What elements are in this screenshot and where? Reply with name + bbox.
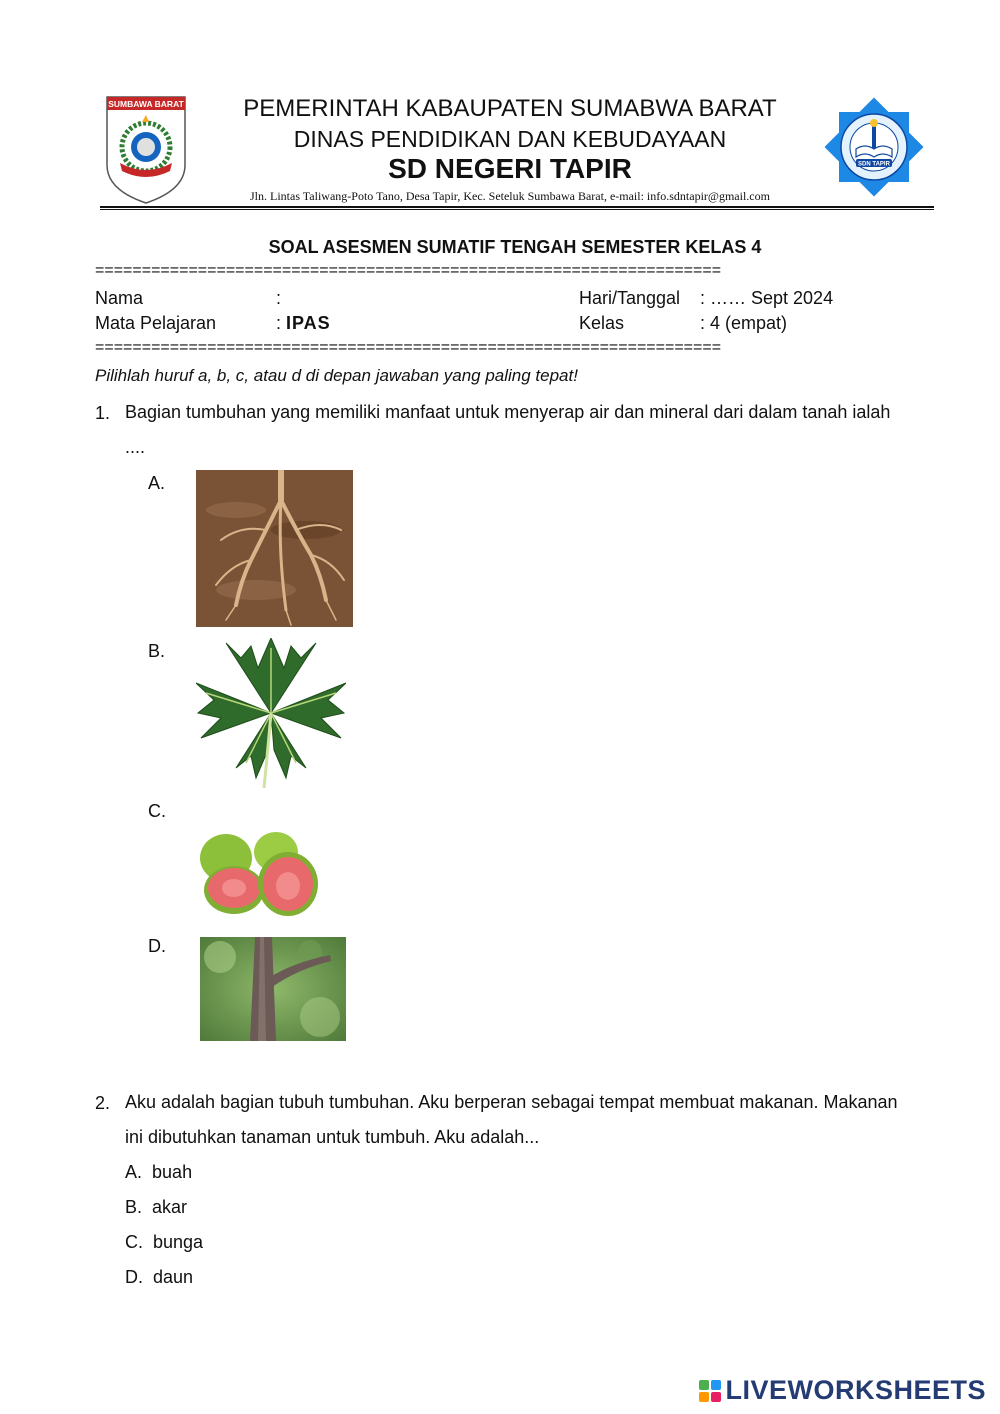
mapel-value: IPAS: [286, 313, 331, 333]
school-logo-text: SDN TAPIR: [858, 161, 890, 168]
question-2-option-b[interactable]: [125, 1197, 187, 1218]
option-letter: D.: [125, 1267, 143, 1287]
option-text: daun: [153, 1267, 194, 1287]
header-address: Jln. Lintas Taliwang-Poto Tano, Desa Tapir, Kec. Seteluk Sumbawa Barat, e-mail: info.sdntapir@gmail.com: [250, 189, 770, 203]
guava-image[interactable]: [196, 828, 320, 920]
hari-label: Hari/Tanggal: [579, 288, 681, 308]
separator-top: ===================================================================: [95, 262, 722, 279]
nama-label: Nama: [95, 288, 144, 308]
kelas-label: Kelas: [579, 313, 625, 333]
question-1-number: 1.: [95, 403, 111, 423]
header-department: DINAS PENDIDIKAN DAN KEBUDAYAAN: [293, 126, 727, 152]
logo-banner-text: SUMBAWA BARAT: [108, 99, 184, 109]
mapel-field: [276, 313, 331, 334]
letterhead-rule: [100, 206, 934, 210]
option-letter: B.: [125, 1197, 143, 1217]
liveworksheets-watermark: [699, 1375, 986, 1406]
instruction: Pilihlah huruf a, b, c, atau d di depan jawaban yang paling tepat!: [95, 366, 578, 385]
school-logo: [820, 93, 928, 201]
question-1-option-c-label[interactable]: C.: [148, 801, 166, 821]
papaya-leaf-image[interactable]: [196, 638, 346, 788]
roots-image[interactable]: [196, 470, 353, 627]
kelas-value: : 4 (empat): [700, 313, 788, 333]
question-1-option-d-label[interactable]: D.: [148, 936, 166, 956]
kabupaten-logo: [104, 95, 188, 205]
nama-value: :: [276, 288, 282, 308]
separator-bottom: ===================================================================: [95, 339, 722, 356]
question-1-text: Bagian tumbuhan yang memiliki manfaat untuk menyerap air dan mineral dari dalam tanah ialah ....: [125, 402, 891, 457]
question-2-number: 2.: [95, 1093, 111, 1113]
liveworksheets-logo-icon: [699, 1380, 721, 1402]
question-2-text: Aku adalah bagian tubuh tumbuhan. Aku berperan sebagai tempat membuat makanan. Makanan ini dibutuhkan tanaman untuk tumbuh. Aku adalah...: [125, 1092, 898, 1147]
option-letter: C.: [125, 1232, 143, 1252]
header-school-name: SD NEGERI TAPIR: [388, 153, 632, 184]
option-text: akar: [152, 1197, 188, 1217]
header-government: PEMERINTAH KABAUPATEN SUMABWA BARAT: [243, 95, 777, 122]
watermark-text: LIVEWORKSHEETS: [725, 1375, 986, 1405]
option-letter: A.: [125, 1162, 143, 1182]
question-1-option-a-label[interactable]: A.: [148, 473, 166, 493]
question-2-option-a[interactable]: [125, 1162, 192, 1183]
option-text: bunga: [153, 1232, 204, 1252]
question-2-option-d[interactable]: [125, 1267, 193, 1288]
mapel-colon: :: [276, 313, 287, 333]
exam-title: SOAL ASESMEN SUMATIF TENGAH SEMESTER KELAS 4: [268, 237, 762, 257]
question-1-option-b-label[interactable]: B.: [148, 641, 166, 661]
question-2-option-c[interactable]: [125, 1232, 203, 1253]
hari-value: : …… Sept 2024: [700, 288, 834, 308]
branch-image[interactable]: [200, 937, 346, 1041]
mapel-label: Mata Pelajaran: [95, 313, 217, 333]
option-text: buah: [152, 1162, 193, 1182]
